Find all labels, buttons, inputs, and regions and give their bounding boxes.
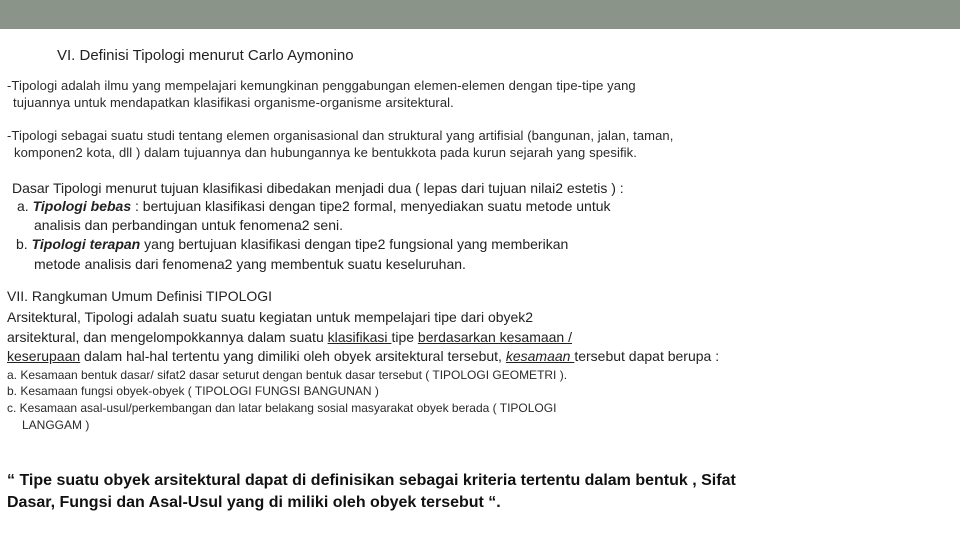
section-7-line-3-text-b: tersebut dapat berupa : [574, 348, 720, 364]
list-item-b: b. Kesamaan fungsi obyek-obyek ( TIPOLOGI FUNGSI BANGUNAN ) [7, 384, 379, 398]
dasar-item-a [17, 196, 611, 216]
dasar-item-a-term: Tipologi bebas [32, 198, 132, 214]
section-6-title: VI. Definisi Tipologi menurut Carlo Aymonino [57, 47, 354, 64]
kesamaan-underlined: kesamaan [505, 348, 575, 364]
dasar-item-b-text: yang bertujuan klasifikasi dengan tipe2 fungsional yang memberikan [140, 236, 569, 252]
section-7-line-1: Arsitektural, Tipologi adalah suatu suatu kegiatan untuk mempelajari tipe dari obyek2 [7, 309, 534, 325]
top-bar [0, 0, 960, 29]
section-7-line-2-text-b: tipe [391, 329, 418, 345]
section-7-line-3-text-a: dalam hal-hal tertentu yang dimiliki oleh obyek arsitektural tersebut, [80, 348, 506, 364]
dasar-item-a-text: : bertujuan klasifikasi dengan tipe2 formal, menyediakan suatu metode untuk [131, 198, 611, 214]
berdasarkan-kesamaan-underlined: berdasarkan kesamaan / [417, 329, 572, 345]
section-7-line-2 [7, 327, 572, 347]
section-7-line-3 [7, 346, 719, 366]
keserupaan-underlined: keserupaan [7, 348, 81, 364]
section-6-paragraph-2-line-1: -Tipologi sebagai suatu studi tentang elemen organisasional dan struktural yang artifisial (bangunan, jalan, taman, [7, 128, 674, 143]
section-7-title: VII. Rangkuman Umum Definisi TIPOLOGI [7, 288, 273, 304]
klasifikasi-underlined: klasifikasi [327, 329, 392, 345]
dasar-item-b-prefix: b. [16, 236, 32, 252]
section-6-paragraph-1-line-1: -Tipologi adalah ilmu yang mempelajari kemungkinan penggabungan elemen-elemen dengan tipe-tipe yang [7, 78, 636, 93]
section-6-paragraph-1-line-2: tujuannya untuk mendapatkan klasifikasi organisme-organisme arsitektural. [13, 95, 454, 110]
section-7-line-2-text-a: arsitektural, dan mengelompokkannya dalam suatu [7, 329, 328, 345]
section-6-paragraph-2-line-2: komponen2 kota, dll ) dalam tujuannya dan hubungannya ke bentukkota pada kurun sejarah yang spesifik. [14, 145, 637, 160]
dasar-intro: Dasar Tipologi menurut tujuan klasifikasi dibedakan menjadi dua ( lepas dari tujuan nilai2 estetis ) : [12, 180, 624, 196]
list-item-a: a. Kesamaan bentuk dasar/ sifat2 dasar seturut dengan bentuk dasar tersebut ( TIPOLOGI GEOMETRI ). [7, 368, 568, 382]
list-item-c-line-2: LANGGAM ) [22, 418, 90, 432]
dasar-item-a-line-2: analisis dan perbandingan untuk fenomena2 seni. [34, 217, 344, 233]
quote-line-2: Dasar, Fungsi dan Asal-Usul yang di miliki oleh obyek tersebut “. [7, 494, 501, 511]
dasar-item-b-line-2: metode analisis dari fenomena2 yang membentuk suatu keseluruhan. [34, 256, 466, 272]
dasar-item-b [16, 234, 568, 254]
dasar-item-b-term: Tipologi terapan [31, 236, 141, 252]
quote-line-1: “ Tipe suatu obyek arsitektural dapat di definisikan sebagai kriteria tertentu dalam bentuk , Sifat [7, 472, 736, 489]
dasar-item-a-prefix: a. [17, 198, 33, 214]
list-item-c: c. Kesamaan asal-usul/perkembangan dan latar belakang sosial masyarakat obyek berada ( TIPOLOGI [7, 401, 557, 415]
